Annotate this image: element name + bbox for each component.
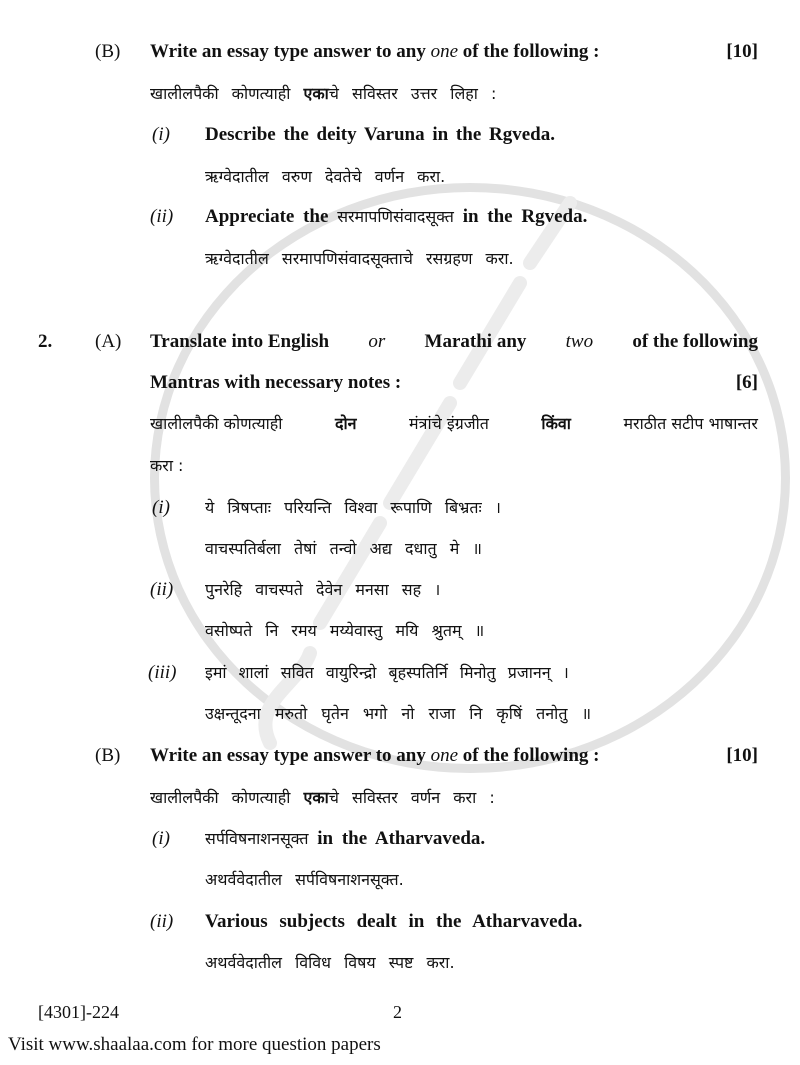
mantra-number: (i) xyxy=(152,497,170,518)
marks: [10] xyxy=(726,41,758,62)
q2a-instruction-1: Translate into English or Marathi any two of the following xyxy=(150,331,758,352)
q1b-item-2-mr: ऋग्वेदातील सरमापणिसंवादसूक्ताचे रसग्रहण करा. xyxy=(205,249,514,268)
page-number: 2 xyxy=(393,1002,402,1022)
q1b-label: (B) xyxy=(95,41,121,62)
q1b-item-1-en: Describe the deity Varuna in the Rgveda. xyxy=(205,124,555,145)
mantra-number: (ii) xyxy=(150,579,174,600)
mantra-line: इमां शालां सवित वायुरिन्द्रो बृहस्पतिर्नि मिनोतु प्रजानन् । xyxy=(205,663,569,682)
q2a-instruction-mr-2: करा : xyxy=(150,456,184,475)
q1b-instruction-mr: खालीलपैकी कोणत्याही एकाचे सविस्तर उत्तर लिहा : xyxy=(150,84,497,103)
marks: [6] xyxy=(735,372,758,393)
item-number: (i) xyxy=(152,828,170,849)
item-number: (ii) xyxy=(150,206,174,227)
mantra-line: वसोष्पते नि रमय मय्येवास्तु मयि श्रुतम् ॥ xyxy=(205,621,485,640)
marks: [10] xyxy=(726,745,758,766)
q1b-item-2-en: Appreciate the सरमापणिसंवादसूक्त in the Rgveda. xyxy=(205,206,588,227)
mantra-line: ये त्रिषप्ताः परियन्ति विश्वा रूपाणि बिभ्रतः । xyxy=(205,498,501,517)
paper-code: [4301]-224 xyxy=(38,1002,119,1022)
q2b-item-1-mr: अथर्ववेदातील सर्पविषनाशनसूक्त. xyxy=(205,870,404,889)
q2b-item-2-mr: अथर्ववेदातील विविध विषय स्पष्ट करा. xyxy=(205,953,455,972)
q2b-item-1-en: सर्पविषनाशनसूक्त in the Atharvaveda. xyxy=(205,828,486,849)
item-number: (ii) xyxy=(150,911,174,932)
q2b-label: (B) xyxy=(95,745,121,766)
mantra-line: पुनरेहि वाचस्पते देवेन मनसा सह । xyxy=(205,580,441,599)
footer-banner-link[interactable]: Visit www.shaalaa.com for more question papers xyxy=(8,1034,381,1055)
q2b-item-2-en: Various subjects dealt in the Atharvaveda. xyxy=(205,911,583,932)
q2a-instruction-mr: खालीलपैकी कोणत्याही दोन मंत्रांचे इंग्रजीत किंवा मराठीत सटीप भाषान्तर xyxy=(150,414,758,433)
q1b-item-1-mr: ऋग्वेदातील वरुण देवतेचे वर्णन करा. xyxy=(205,167,446,186)
q2a-instruction-2: Mantras with necessary notes : [6] xyxy=(150,372,758,393)
mantra-line: वाचस्पतिर्बला तेषां तन्वो अद्य दधातु मे ॥ xyxy=(205,539,482,558)
q2b-instruction: Write an essay type answer to any one of the following : [10] xyxy=(150,745,758,766)
question-number: 2. xyxy=(38,331,53,352)
mantra-line: उक्षन्तूदना मरुतो घृतेन भगो नो राजा नि कृषिं तनोतु ॥ xyxy=(205,704,592,723)
q2b-instruction-mr: खालीलपैकी कोणत्याही एकाचे सविस्तर वर्णन करा : xyxy=(150,788,495,807)
mantra-number: (iii) xyxy=(148,662,177,683)
item-number: (i) xyxy=(152,124,170,145)
q2a-label: (A) xyxy=(95,331,122,352)
q1b-instruction: Write an essay type answer to any one of the following : [10] xyxy=(150,41,758,62)
